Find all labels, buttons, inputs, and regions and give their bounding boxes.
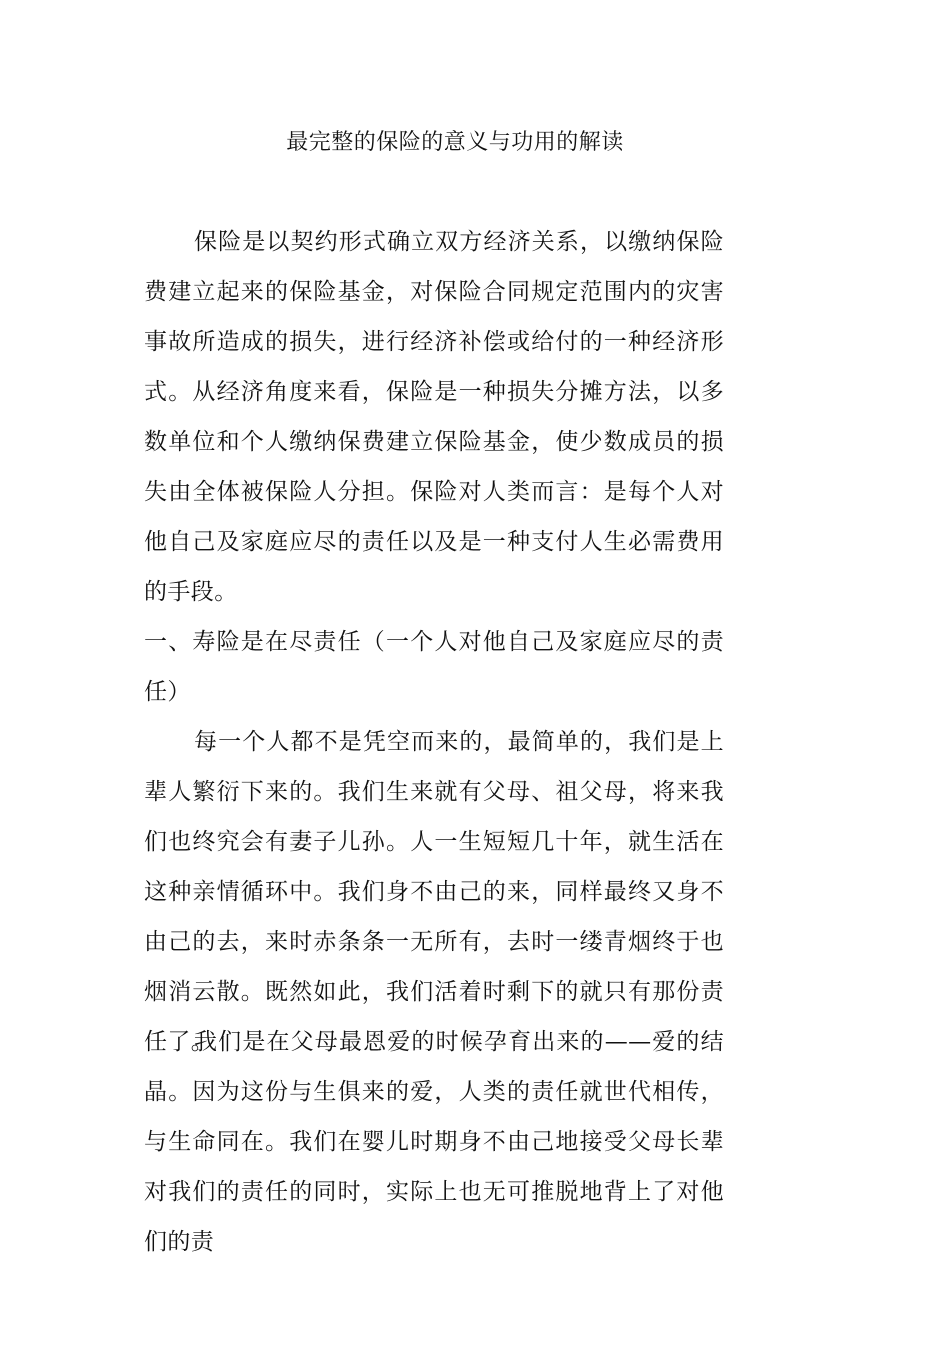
section-heading: 一、寿险是在尽责任（一个人对他自己及家庭应尽的责任）: [144, 629, 724, 705]
intro-paragraph: 保险是以契约形式确立双方经济关系，以缴纳保险费建立起来的保险基金，对保险合同规定范围内的灾害事故所造成的损失，进行经济补偿或给付的一种经济形式。从经济角度来看，保险是一种损失分摊方法，以多数单位和个人缴纳保费建立保险基金，使少数成员的损失由全体被保险人分担。保险对人类而言：是每个人对他自己及家庭应尽的责任以及是一种支付人生必需费用的手段。: [144, 229, 724, 605]
document-title: 最完整的保险的意义与功用的解读: [286, 130, 624, 155]
body-paragraph: 每一个人都不是凭空而来的，最简单的，我们是上辈人繁衍下来的。我们生来就有父母、祖父母，将来我们也终究会有妻子儿孙。人一生短短几十年，就生活在这种亲情循环中。我们身不由己的来，同样最终又身不由己的去，来时赤条条一无所有，去时一缕青烟终于也烟消云散。既然如此，我们活着时剩下的就只有那份责任了。: [144, 729, 724, 1055]
body-paragraph: 我们是在父母最恩爱的时候孕育出来的——爱的结晶。因为这份与生俱来的爱，人类的责任就世代相传，与生命同在。我们在婴儿时期身不由己地接受父母长辈对我们的责任的同时，实际上也无可推脱地背上了对他们的责: [144, 1029, 724, 1255]
